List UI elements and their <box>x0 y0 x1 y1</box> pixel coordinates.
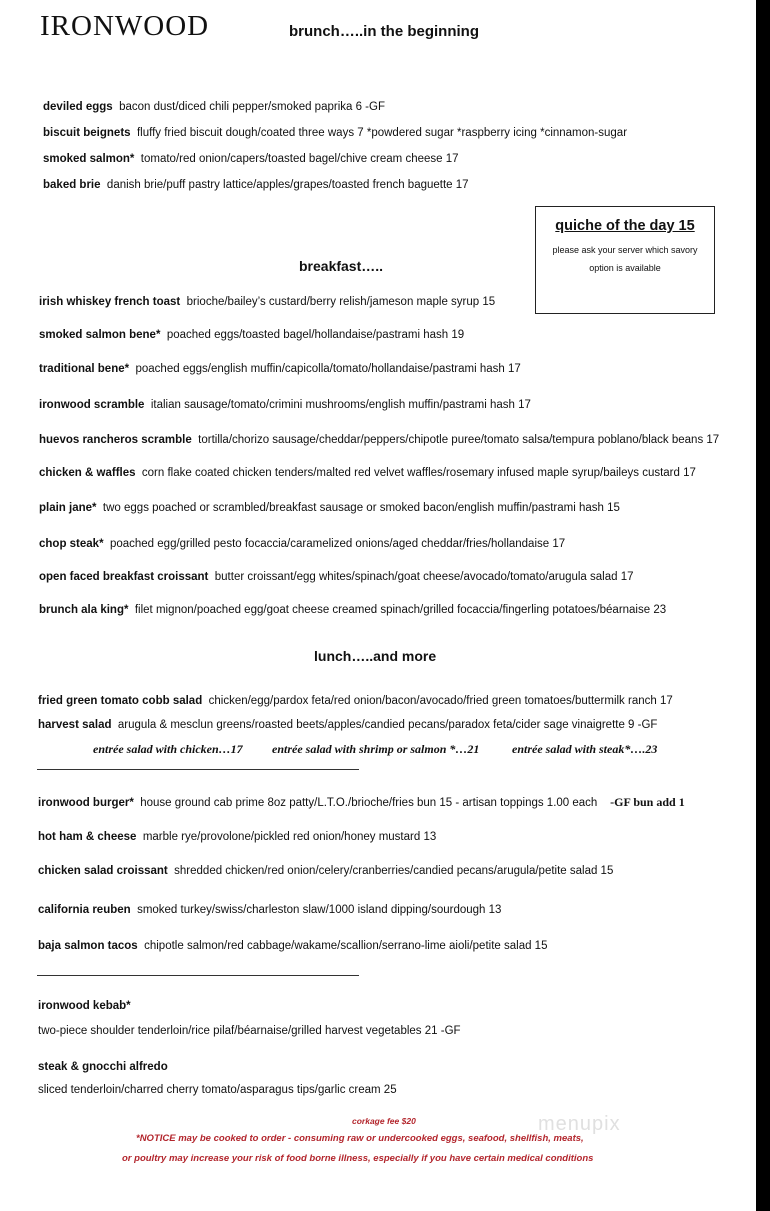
item-name: ironwood burger* <box>38 797 134 809</box>
menu-item-steak-gnocchi-alfredo <box>38 1061 168 1073</box>
item-name: hot ham & cheese <box>38 831 137 843</box>
gf-bun-note: -GF bun add 1 <box>610 795 685 809</box>
item-desc: filet mignon/poached egg/goat cheese creamed spinach/grilled focaccia/fingerling potatoes/béarnaise 23 <box>134 604 667 616</box>
menu-item-brunch-ala-king <box>39 604 666 616</box>
item-name: steak & gnocchi alfredo <box>38 1061 168 1073</box>
item-desc: marble rye/provolone/pickled red onion/honey mustard 13 <box>142 831 437 843</box>
item-desc: corn flake coated chicken tenders/malted red velvet waffles/rosemary infused maple syrup/baileys custard 17 <box>141 467 696 479</box>
item-name: open faced breakfast croissant <box>39 571 209 583</box>
item-desc: butter croissant/egg whites/spinach/goat cheese/avocado/tomato/arugula salad 17 <box>214 571 634 583</box>
item-desc: fluffy fried biscuit dough/coated three ways 7 *powdered sugar *raspberry icing *cinnamon-sugar <box>136 127 628 139</box>
item-name: brunch ala king* <box>39 604 129 616</box>
item-desc: poached eggs/toasted bagel/hollandaise/pastrami hash 19 <box>166 329 465 341</box>
quiche-note-line-2: option is available <box>589 263 661 273</box>
quiche-title: quiche of the day 15 <box>555 218 695 234</box>
menu-item-ironwood-burger <box>38 795 685 810</box>
menu-item-biscuit-beignets <box>43 127 627 139</box>
item-desc: poached egg/grilled pesto focaccia/caramelized onions/aged cheddar/fries/hollandaise 17 <box>109 538 566 550</box>
item-name: baja salmon tacos <box>38 940 138 952</box>
menu-item-steak-gnocchi-alfredo-desc <box>38 1084 397 1096</box>
menu-item-chicken-and-waffles <box>39 467 696 479</box>
item-name: chicken & waffles <box>39 467 136 479</box>
food-safety-notice-line-2: or poultry may increase your risk of food borne illness, especially if you have certain medical conditions <box>122 1153 594 1164</box>
menu-item-traditional-bene <box>39 363 521 375</box>
item-name: plain jane* <box>39 502 97 514</box>
item-desc: sliced tenderloin/charred cherry tomato/asparagus tips/garlic cream 25 <box>38 1084 397 1096</box>
item-desc: two-piece shoulder tenderloin/rice pilaf/béarnaise/grilled harvest vegetables 21 -GF <box>38 1025 461 1037</box>
menu-item-ironwood-kebab <box>38 1000 131 1012</box>
item-desc: danish brie/puff pastry lattice/apples/grapes/toasted french baguette 17 <box>106 179 469 191</box>
item-name: ironwood kebab* <box>38 1000 131 1012</box>
lunch-heading: lunch…..and more <box>314 648 437 664</box>
menu-item-smoked-salmon-bene <box>39 329 464 341</box>
item-name: california reuben <box>38 904 131 916</box>
salad-extra-shrimp-salmon: entrée salad with shrimp or salmon *…21 <box>272 742 480 756</box>
salad-extra-chicken: entrée salad with chicken…17 <box>93 742 243 756</box>
menupix-watermark: menupix <box>538 1113 621 1135</box>
menu-item-hot-ham-and-cheese <box>38 831 436 843</box>
item-desc: arugula & mesclun greens/roasted beets/apples/candied pecans/paradox feta/cider sage vinaigrette 9 -GF <box>117 719 658 731</box>
item-name: smoked salmon bene* <box>39 329 161 341</box>
item-name: deviled eggs <box>43 101 113 113</box>
menu-item-irish-whiskey-french-toast <box>39 296 495 308</box>
item-desc: two eggs poached or scrambled/breakfast sausage or smoked bacon/english muffin/pastrami hash 15 <box>102 502 620 514</box>
menu-item-chop-steak <box>39 538 565 550</box>
menu-item-harvest-salad <box>38 719 657 731</box>
section-divider <box>37 975 359 976</box>
item-desc: tortilla/chorizo sausage/cheddar/peppers/chipotle puree/tomato salsa/tempura poblano/black beans 17 <box>198 434 720 446</box>
menu-item-smoked-salmon <box>43 153 459 165</box>
menu-item-fried-green-tomato-cobb-salad <box>38 695 673 707</box>
menu-item-chicken-salad-croissant <box>38 865 613 877</box>
item-name: baked brie <box>43 179 101 191</box>
item-desc: brioche/bailey’s custard/berry relish/jameson maple syrup 15 <box>186 296 496 308</box>
menu-item-huevos-rancheros-scramble <box>39 434 719 446</box>
item-name: ironwood scramble <box>39 399 145 411</box>
item-name: chop steak* <box>39 538 104 550</box>
section-divider <box>37 769 359 770</box>
item-name: irish whiskey french toast <box>39 296 181 308</box>
menu-item-baked-brie <box>43 179 469 191</box>
item-desc: house ground cab prime 8oz patty/L.T.O./brioche/fries bun 15 - artisan toppings 1.00 each <box>140 797 598 809</box>
menu-item-california-reuben <box>38 904 501 916</box>
item-name: fried green tomato cobb salad <box>38 695 203 707</box>
item-name: traditional bene* <box>39 363 130 375</box>
breakfast-heading: breakfast….. <box>299 258 384 274</box>
menu-item-deviled-eggs <box>43 101 385 113</box>
item-desc: chicken/egg/pardox feta/red onion/bacon/avocado/fried green tomatoes/buttermilk ranch 17 <box>208 695 673 707</box>
menu-item-open-faced-breakfast-croissant <box>39 571 634 583</box>
item-desc: chipotle salmon/red cabbage/wakame/scallion/serrano-lime aioli/petite salad 15 <box>144 940 548 952</box>
menu-item-baja-salmon-tacos <box>38 940 547 952</box>
item-name: biscuit beignets <box>43 127 131 139</box>
menu-item-ironwood-scramble <box>39 399 531 411</box>
item-name: harvest salad <box>38 719 112 731</box>
menu-item-ironwood-kebab-desc <box>38 1025 461 1037</box>
item-desc: poached eggs/english muffin/capicolla/tomato/hollandaise/pastrami hash 17 <box>135 363 521 375</box>
item-desc: tomato/red onion/capers/toasted bagel/chive cream cheese 17 <box>140 153 459 165</box>
salad-extra-steak: entrée salad with steak*….23 <box>512 742 658 756</box>
food-safety-notice-line-1: *NOTICE may be cooked to order - consuming raw or undercooked eggs, seafood, shellfish, meats, <box>136 1133 584 1144</box>
item-name: smoked salmon* <box>43 153 135 165</box>
item-desc: shredded chicken/red onion/celery/cranberries/candied pecans/arugula/petite salad 15 <box>174 865 614 877</box>
item-desc: smoked turkey/swiss/charleston slaw/1000 island dipping/sourdough 13 <box>137 904 502 916</box>
quiche-note-line-1: please ask your server which savory <box>552 245 698 255</box>
ironwood-logo: IRONWOOD <box>40 10 210 42</box>
item-name: chicken salad croissant <box>38 865 168 877</box>
menu-subtitle: brunch…..in the beginning <box>289 23 479 40</box>
item-desc: italian sausage/tomato/crimini mushrooms/english muffin/pastrami hash 17 <box>150 399 531 411</box>
item-desc: bacon dust/diced chili pepper/smoked paprika 6 -GF <box>119 101 385 113</box>
corkage-fee: corkage fee $20 <box>352 1116 416 1126</box>
item-name: huevos rancheros scramble <box>39 434 192 446</box>
menu-item-plain-jane <box>39 502 620 514</box>
quiche-of-the-day-box <box>535 206 715 314</box>
